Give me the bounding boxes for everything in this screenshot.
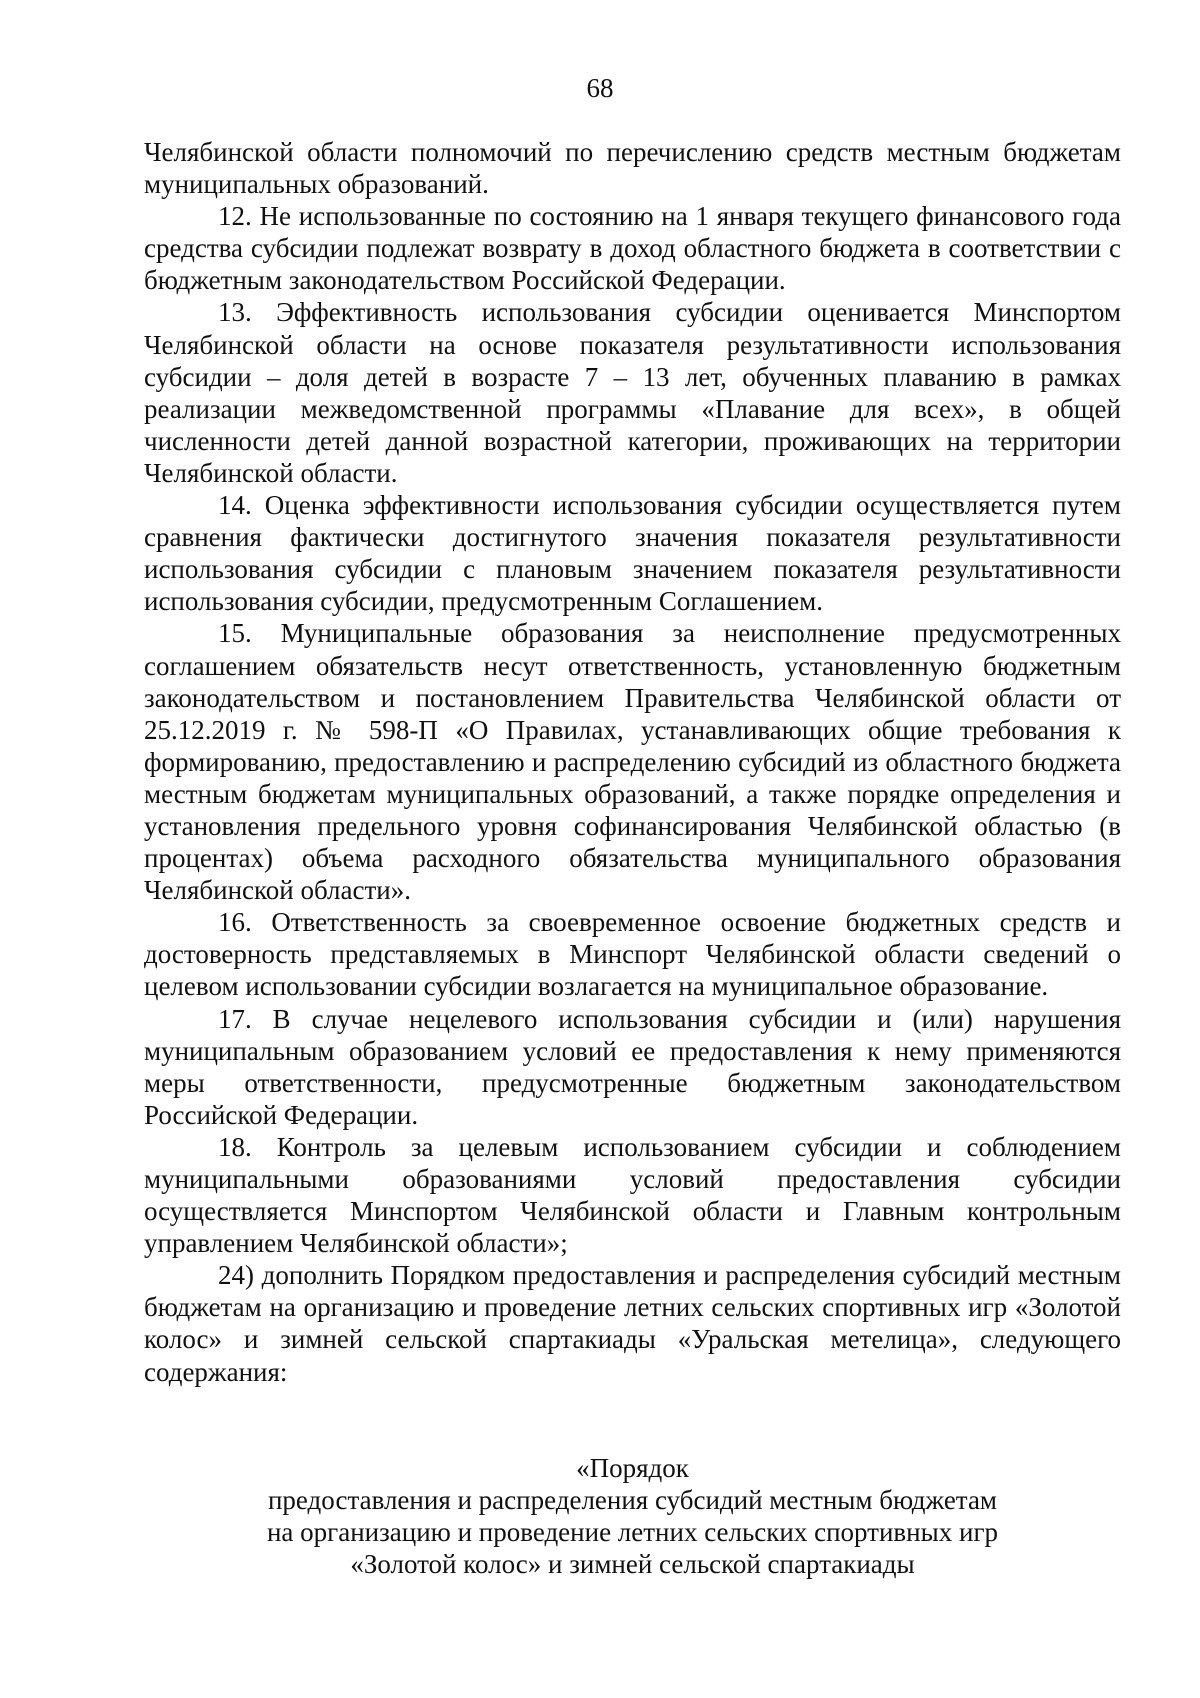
section-heading <box>144 1452 1121 1580</box>
page-number: 68 <box>586 73 614 103</box>
paragraph-13: 13. Эффективность использования субсидии оценивается Минспортом Челябинской области на основе показателя результативности использования субсидии – доля детей в возрасте 7 – 13 лет, обученных плаванию в рамках реализации межведомственной программы «Плавание для всех», в общей численности детей данной возрастной категории, проживающих на территории Челябинской области. <box>144 297 1121 488</box>
paragraph-24: 24) дополнить Порядком предоставления и распределения субсидий местным бюджетам на организацию и проведение летних сельских спортивных игр «Золотой колос» и зимней сельской спартакиады «Уральская метелица», следующего содержания: <box>144 1260 1121 1387</box>
paragraph-15: 15. Муниципальные образования за неисполнение предусмотренных соглашением обязательств несут ответственность, установленную бюджетным законодательством и постановлением Правительства Челябинской области от 25.12.2019 г. № 598-П «О Правилах, устанавливающих общие требования к формированию, предоставлению и распределению субсидий из областного бюджета местным бюджетам муниципальных образований, а также порядке определения и установления предельного уровня софинансирования Челябинской областью (в процентах) объема расходного обязательства муниципального образования Челябинской области». <box>144 618 1121 906</box>
heading-line-2: предоставления и распределения субсидий местным бюджетам <box>267 1485 998 1516</box>
paragraph-16: 16. Ответственность за своевременное освоение бюджетных средств и достоверность представляемых в Минспорт Челябинской области сведений о целевом использовании субсидии возлагается на муниципальное образование. <box>144 907 1121 1002</box>
document-body <box>144 136 1121 1388</box>
heading-line-1: «Порядок <box>576 1453 689 1483</box>
paragraph-17: 17. В случае нецелевого использования субсидии и (или) нарушения муниципальным образованием условий ее предоставления к нему применяются меры ответственности, предусмотренные бюджетным законодательством Российской Федерации. <box>144 1003 1121 1130</box>
paragraph-14: 14. Оценка эффективности использования субсидии осуществляется путем сравнения фактически достигнутого значения показателя результативности использования субсидии с плановым значением показателя результативности использования субсидии, предусмотренным Соглашением. <box>144 490 1121 617</box>
heading-line-3: на организацию и проведение летних сельских спортивных игр <box>266 1517 999 1548</box>
paragraph-12: 12. Не использованные по состоянию на 1 января текущего финансового года средства субсидии подлежат возврату в доход областного бюджета в соответствии с бюджетным законодательством Российской Федерации. <box>144 201 1121 296</box>
heading-line-4: «Золотой колос» и зимней сельской спартакиады <box>350 1549 915 1580</box>
paragraph-continuation: Челябинской области полномочий по перечислению средств местным бюджетам муниципальных образований. <box>144 137 1121 200</box>
paragraph-18: 18. Контроль за целевым использованием субсидии и соблюдением муниципальными образованиями условий предоставления субсидии осуществляется Минспортом Челябинской области и Главным контрольным управлением Челябинской области»; <box>144 1131 1121 1259</box>
